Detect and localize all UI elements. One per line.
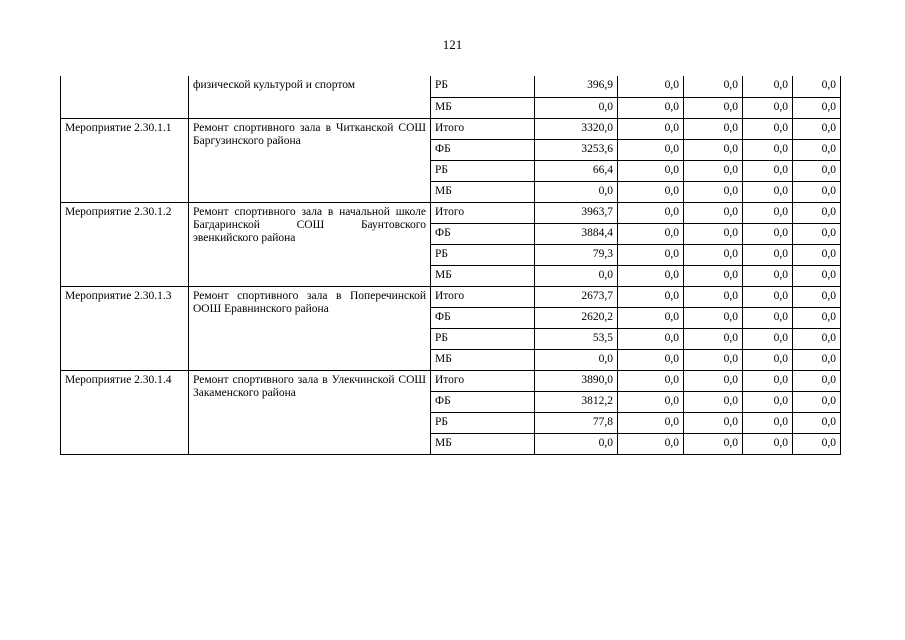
amount-cell: 0,0	[793, 76, 841, 97]
funding-source-cell: Итого	[431, 118, 535, 139]
funding-source-cell: РБ	[431, 244, 535, 265]
amount-cell: 0,0	[684, 202, 743, 223]
funding-source-cell: РБ	[431, 160, 535, 181]
amount-cell: 0,0	[618, 223, 684, 244]
amount-cell: 0,0	[684, 307, 743, 328]
amount-cell: 0,0	[684, 328, 743, 349]
amount-cell: 0,0	[618, 76, 684, 97]
amount-cell: 0,0	[793, 307, 841, 328]
amount-cell: 0,0	[684, 412, 743, 433]
amount-cell: 0,0	[618, 328, 684, 349]
amount-cell: 0,0	[684, 244, 743, 265]
table-row	[61, 76, 841, 97]
amount-cell: 3890,0	[535, 370, 618, 391]
amount-cell: 0,0	[618, 160, 684, 181]
funding-source-cell: МБ	[431, 97, 535, 118]
amount-cell: 0,0	[793, 328, 841, 349]
amount-cell: 0,0	[684, 118, 743, 139]
amount-cell: 2673,7	[535, 286, 618, 307]
amount-cell: 3320,0	[535, 118, 618, 139]
amount-cell: 0,0	[618, 118, 684, 139]
table-row	[61, 286, 841, 307]
amount-cell: 0,0	[743, 412, 793, 433]
amount-cell: 0,0	[684, 160, 743, 181]
amount-cell: 0,0	[743, 160, 793, 181]
funding-source-cell: МБ	[431, 265, 535, 286]
amount-cell: 0,0	[684, 391, 743, 412]
amount-cell: 0,0	[793, 139, 841, 160]
amount-cell: 0,0	[684, 265, 743, 286]
amount-cell: 0,0	[618, 412, 684, 433]
measure-name-cell: физической культурой и спортом	[189, 76, 431, 118]
amount-cell: 0,0	[743, 328, 793, 349]
amount-cell: 0,0	[684, 139, 743, 160]
amount-cell: 0,0	[618, 370, 684, 391]
amount-cell: 0,0	[743, 307, 793, 328]
amount-cell: 0,0	[535, 97, 618, 118]
amount-cell: 0,0	[535, 433, 618, 454]
amount-cell: 2620,2	[535, 307, 618, 328]
amount-cell: 0,0	[684, 97, 743, 118]
table-row	[61, 370, 841, 391]
amount-cell: 0,0	[793, 412, 841, 433]
funding-source-cell: МБ	[431, 181, 535, 202]
amount-cell: 0,0	[684, 76, 743, 97]
funding-source-cell: ФБ	[431, 223, 535, 244]
amount-cell: 0,0	[743, 118, 793, 139]
measure-name-cell: Ремонт спортивного зала в Поперечинской ООШ Еравнинского района	[189, 286, 431, 370]
amount-cell: 0,0	[793, 160, 841, 181]
amount-cell: 3884,4	[535, 223, 618, 244]
amount-cell: 0,0	[618, 181, 684, 202]
amount-cell: 0,0	[743, 223, 793, 244]
amount-cell: 0,0	[743, 97, 793, 118]
funding-source-cell: Итого	[431, 202, 535, 223]
amount-cell: 0,0	[535, 265, 618, 286]
amount-cell: 0,0	[743, 244, 793, 265]
funding-source-cell: ФБ	[431, 139, 535, 160]
amount-cell: 0,0	[793, 286, 841, 307]
amount-cell: 0,0	[684, 370, 743, 391]
funding-source-cell: РБ	[431, 412, 535, 433]
amount-cell: 0,0	[793, 202, 841, 223]
amount-cell: 0,0	[535, 349, 618, 370]
amount-cell: 0,0	[618, 202, 684, 223]
funding-source-cell: Итого	[431, 370, 535, 391]
amount-cell: 66,4	[535, 160, 618, 181]
amount-cell: 0,0	[793, 118, 841, 139]
amount-cell: 0,0	[684, 286, 743, 307]
measure-name-cell: Ремонт спортивного зала в начальной школе Багдаринской СОШ Баунтовского эвенкийского района	[189, 202, 431, 286]
amount-cell: 396,9	[535, 76, 618, 97]
amount-cell: 0,0	[743, 433, 793, 454]
funding-source-cell: МБ	[431, 349, 535, 370]
funding-source-cell: ФБ	[431, 307, 535, 328]
amount-cell: 79,3	[535, 244, 618, 265]
amount-cell: 0,0	[743, 265, 793, 286]
amount-cell: 0,0	[743, 202, 793, 223]
measure-name-cell: Ремонт спортивного зала в Улекчинской СОШ Закаменского района	[189, 370, 431, 454]
page-number: 121	[442, 37, 463, 52]
amount-cell: 0,0	[743, 181, 793, 202]
measure-id-cell	[61, 76, 189, 118]
amount-cell: 0,0	[684, 181, 743, 202]
amount-cell: 0,0	[618, 97, 684, 118]
amount-cell: 0,0	[618, 139, 684, 160]
amount-cell: 0,0	[618, 349, 684, 370]
amount-cell: 0,0	[793, 265, 841, 286]
amount-cell: 0,0	[743, 370, 793, 391]
amount-cell: 0,0	[618, 307, 684, 328]
amount-cell: 0,0	[793, 97, 841, 118]
amount-cell: 0,0	[684, 349, 743, 370]
amount-cell: 0,0	[793, 433, 841, 454]
table-row	[61, 202, 841, 223]
amount-cell: 0,0	[535, 181, 618, 202]
amount-cell: 0,0	[743, 391, 793, 412]
amount-cell: 0,0	[793, 349, 841, 370]
amount-cell: 0,0	[618, 433, 684, 454]
amount-cell: 0,0	[793, 391, 841, 412]
amount-cell: 0,0	[618, 265, 684, 286]
amount-cell: 0,0	[793, 244, 841, 265]
amount-cell: 0,0	[618, 286, 684, 307]
funding-source-cell: Итого	[431, 286, 535, 307]
amount-cell: 3812,2	[535, 391, 618, 412]
amount-cell: 0,0	[743, 139, 793, 160]
amount-cell: 3963,7	[535, 202, 618, 223]
measure-name-cell: Ремонт спортивного зала в Читканской СОШ Баргузинского района	[189, 118, 431, 202]
amount-cell: 0,0	[618, 391, 684, 412]
amount-cell: 0,0	[684, 223, 743, 244]
budget-table	[60, 76, 841, 455]
table-row	[61, 118, 841, 139]
measure-id-cell: Мероприятие 2.30.1.3	[61, 286, 189, 370]
measure-id-cell: Мероприятие 2.30.1.1	[61, 118, 189, 202]
amount-cell: 0,0	[793, 223, 841, 244]
amount-cell: 0,0	[793, 181, 841, 202]
amount-cell: 0,0	[743, 349, 793, 370]
measure-id-cell: Мероприятие 2.30.1.2	[61, 202, 189, 286]
amount-cell: 53,5	[535, 328, 618, 349]
funding-source-cell: РБ	[431, 76, 535, 97]
amount-cell: 0,0	[743, 286, 793, 307]
amount-cell: 3253,6	[535, 139, 618, 160]
funding-source-cell: МБ	[431, 433, 535, 454]
amount-cell: 0,0	[793, 370, 841, 391]
amount-cell: 0,0	[618, 244, 684, 265]
amount-cell: 0,0	[684, 433, 743, 454]
funding-source-cell: ФБ	[431, 391, 535, 412]
funding-source-cell: РБ	[431, 328, 535, 349]
amount-cell: 77,8	[535, 412, 618, 433]
amount-cell: 0,0	[743, 76, 793, 97]
measure-id-cell: Мероприятие 2.30.1.4	[61, 370, 189, 454]
